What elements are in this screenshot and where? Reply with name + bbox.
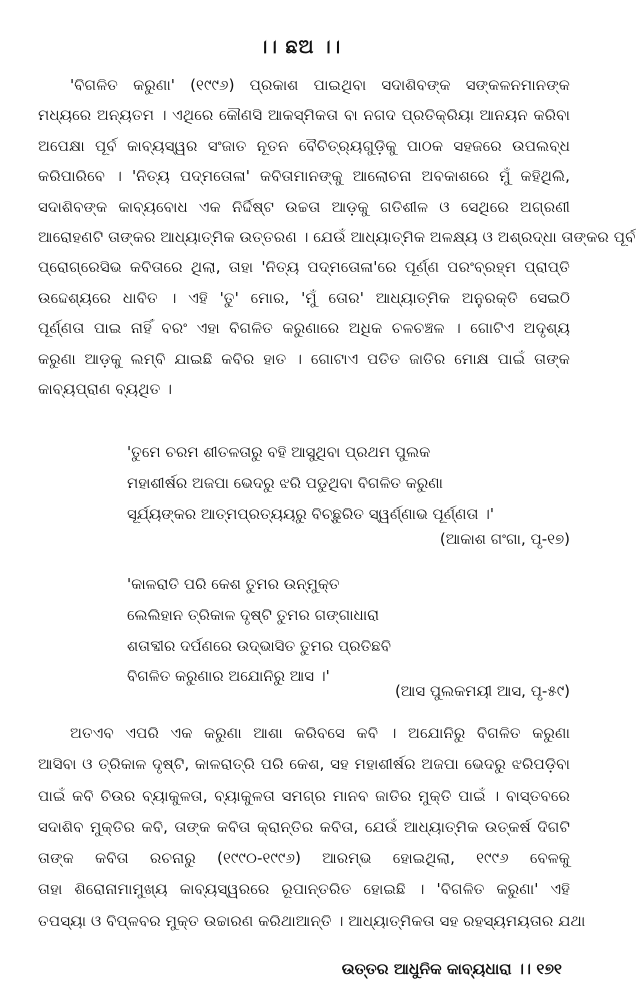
paragraph-2 (38, 718, 586, 937)
text-line: ସଦାଶିବ ମୁକ୍ତିର କବି, ତାଙ୍କ କବିତା କ୍ରାନ୍ତିର କବିତା, ଯେଉଁ ଆଧ୍ୟାତ୍ମିକ ଉତ୍କର୍ଷ ଦିଗଟି (38, 817, 570, 836)
text-line: କରୁଣା ଆଡ଼କୁ ଲମ୍ବି ଯାଇଛି କବିର ହାତ । ଗୋଟାଏ ପତିତ ଜାତିର ମୋକ୍ଷ ପାଇଁ ତାଙ୍କ (38, 349, 570, 368)
text-line: ପ୍ରୋଗ୍ରେସିଭ କବିତାରେ ଥିଲା, ତାହା 'ନିତ୍ୟ ପଦ୍ମତୋଳା'ରେ ପୂର୍ଣ୍ଣ ପରଂବ୍ରହ୍ମ ପ୍ରାପ୍ତି (38, 258, 570, 277)
text-line: ଉଦ୍ଦେଶ୍ୟରେ ଧାବିତ । ଏହି 'ତୁ' ମୋର, 'ମୁଁ ତୋର' ଆଧ୍ୟାତ୍ମିକ ଅନୁରକ୍ତି ସେଇଠି (38, 288, 570, 307)
verse-citation-2: (ଆସ ପୁଲକମୟୀ ଆସ, ପୃ-୫୯) (394, 682, 570, 700)
text-line: ଅତଏବ ଏପରି ଏକ କରୁଣା ଆଶା କରିବସେ କବି । ଅଯୋନିରୁ ବିଗଳିତ କରୁଣା (70, 724, 570, 742)
text-line: ଆରୋହଣଟି ତାଙ୍କର ଆଧ୍ୟାତ୍ମିକ ଉତ୍ତରଣ । ଯେଉଁ ଆଧ୍ୟାତ୍ମିକ ଅଳକ୍ଷ୍ୟ ଓ ଅଶ୍ରଦ୍ଧା ତାଙ୍କର ପୂର୍ବ (38, 227, 636, 246)
text-line: ଆସିବା ଓ ତ୍ରିକାଳ ଦୃଷ୍ଟି, କାଳରାତ୍ରି ପରି କେଶ, ସହ ମହାଶୀର୍ଷର ଅଜପା ଭେଦରୁ ଝରିପଡ଼ିବା (38, 755, 570, 774)
verse-quote-2 (127, 569, 577, 692)
running-footer: ଉତ୍ତର ଆଧୁନିକ କାବ୍ୟଧାରା ।। ୧୭୧ (341, 960, 562, 978)
verse-line: 'ତୁମେ ଚରମ ଶୀତଳତାରୁ ବହି ଆସୁଥିବା ପ୍ରଥମ ପୁଲକ (127, 443, 431, 461)
text-line: ତପସ୍ୟା ଓ ବିପ୍ଳବର ମୁକ୍ତ ଉଚ୍ଚାରଣ କରିଥାଆନ୍ତି । ଆଧ୍ୟାତ୍ମିକତା ସହ ରହସ୍ୟମୟତାର ଯଥା (38, 911, 586, 930)
verse-line: ଶତାବ୍ଦୀର ଦର୍ପଣରେ ଉଦ୍‌ଭାସିତ ତୁମର ପ୍ରତିଛବି (127, 636, 392, 655)
text-line: ତାଙ୍କ କବିତା ରଚନାରୁ (୧୯୯୦-୧୯୯୬) ଆରମ୍ଭ ହୋଇଥିଲା, ୧୯୯୬ ବେଳକୁ (38, 849, 570, 868)
paragraph-1 (38, 70, 636, 404)
text-line: ପାଇଁ କବି ଚିଉର ବ୍ୟାକୁଳତା, ବ୍ୟାକୁଳତା ସମଗ୍ର ମାନବ ଜାତିର ମୁକ୍ତି ପାଇଁ । ବାସ୍ତବରେ (38, 786, 570, 805)
text-line: ପୂର୍ଣ୍ଣତା ପାଇ ନାହିଁ ବରଂ ଏହା ବିଗଳିତ କରୁଣାରେ ଅଧିକ ଚଳଚଞ୍ଚଳ । ଗୋଟିଏ ଅଦୃଶ୍ୟ (38, 319, 570, 338)
verse-line: ବିଗଳିତ କରୁଣାର ଅଯୋନିରୁ ଆସ ।' (127, 667, 330, 686)
text-line: ସଦାଶିବଙ୍କ କାବ୍ୟବୋଧ ଏକ ନିର୍ଦ୍ଦିଷ୍ଟ ଉଚ୍ଚତା ଆଡ଼କୁ ଗତିଶୀଳ ଓ ସେଥିରେ ଅଗ୍ରଣୀ (38, 197, 570, 216)
section-heading: ।। ଛଅ ।। (258, 36, 342, 58)
text-line: କାବ୍ୟପ୍ରାଣ ବ୍ୟଥିତ । (38, 379, 173, 398)
verse-line: ମହାଶୀର୍ଷର ଅଜପା ଭେଦରୁ ଝରି ପଡୁଥିବା ବିଗଳିତ କରୁଣା (127, 473, 443, 492)
text-line: ତାହା ଶିରୋନାମାମୁଖ୍ୟ କାବ୍ୟସ୍ୱରରେ ରୂପାନ୍ତରିତ ହୋଇଛି । 'ବିଗଳିତ କରୁଣା' ଏହି (38, 880, 570, 899)
text-line: ମଧ୍ୟରେ ଅନ୍ୟତମ । ଏଥିରେ କୌଣସି ଆକସ୍ମିକତା ବା ନଗଦ ପ୍ରତିକ୍ରିୟା ଆନୟନ କରିବା (38, 106, 570, 125)
verse-line: ଲେଲିହାନ ତ୍ରିକାଳ ଦୃଷ୍ଟି ତୁମର ଗଙ୍ଗାଧାରା (127, 605, 380, 624)
text-line: ଅପେକ୍ଷା ପୂର୍ବ କାବ୍ୟସ୍ୱର ସଂଜାତ ନୂତନ ବୈଚିତ୍ର୍ୟଗୁଡ଼ିକୁ ପାଠକ ସହଜରେ ଉପଲବ୍ଧ (38, 136, 570, 155)
text-line: 'ବିଗଳିତ କରୁଣା' (୧୯୯୬) ପ୍ରକାଶ ପାଇଥିବା ସଦାଶିବଙ୍କ ସଙ୍କଳନମାନଙ୍କ (70, 76, 570, 94)
verse-line: ସୂର୍ଯ୍ୟଙ୍କର ଆତ୍ମପ୍ରତ୍ୟୟରୁ ବିଚ୍ଛୁରିତ ସ୍ୱର୍ଣ୍ଣାଭ ପୂର୍ଣ୍ଣତା ।' (127, 504, 495, 523)
text-line: କରିପାରିବେ । 'ନିତ୍ୟ ପଦ୍ମତୋଳା' କବିତାମାନଙ୍କୁ ଆଲୋଚନା ଅବକାଶରେ ମୁଁ କହିଥିଲି, (38, 167, 570, 186)
verse-quote-1 (127, 437, 577, 529)
verse-line: 'କାଳରାତି ପରି କେଶ ତୁମର ଉନ୍ମୁକ୍ତ (127, 575, 340, 593)
verse-citation-1: (ଆକାଶ ଗଂଗା, ପୃ-୧୭) (439, 530, 570, 548)
